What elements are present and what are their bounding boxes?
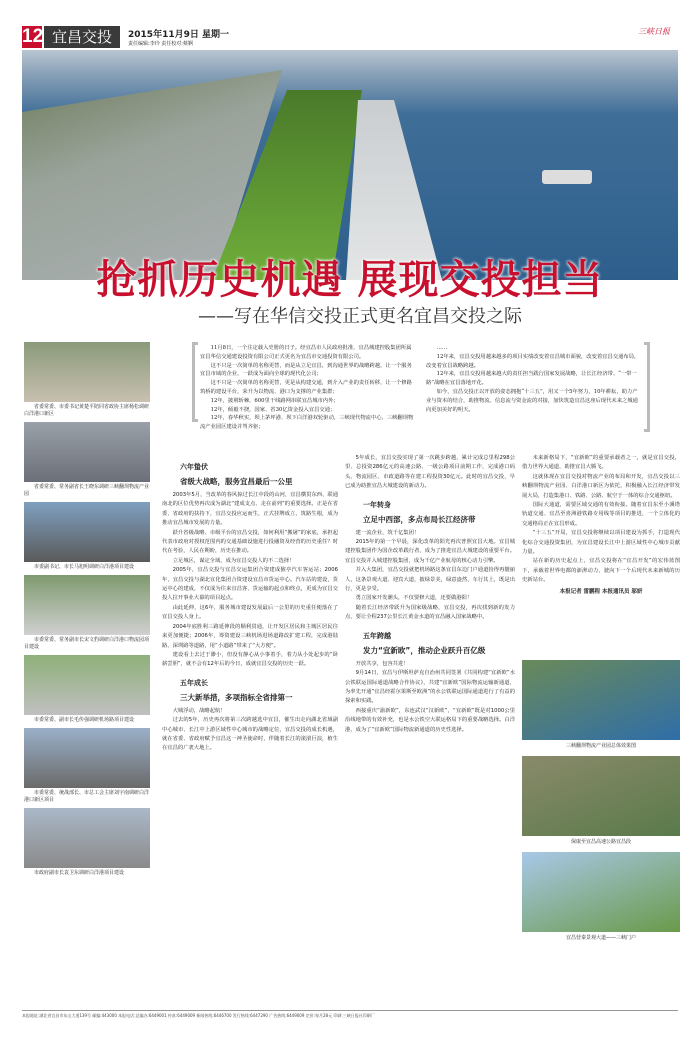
photo: [522, 660, 680, 740]
section-title: 发力“宜新欧”，推动企业跃升百亿级: [363, 645, 486, 655]
intro-paragraph: 12年，春华秋实，坝上茅坪港、坝下白洋港双轮驱动，三峡现代物流中心、三峡翻坝物流产业园区建设并驾齐驱；: [200, 415, 414, 431]
paragraph: 由此延伸，这6年，服务城市建设发展最后一公里的历史重任便落在了宜昌交投人身上。: [162, 604, 338, 621]
photo: [24, 728, 150, 788]
photo-caption: 市委副书记、市长马旭明调研白洋港项目建设: [34, 564, 135, 570]
intro: [200, 344, 640, 432]
column-2: [345, 454, 515, 735]
bracket-left: [192, 342, 198, 422]
paragraph: 过去的5年，历史再次将第三次跨越选中宜昌，催生出走向湖北省域副中心城市、长江中上游区域性中心城市的战略定位，宜昌交投的成长机遇，就在省委、省政府赋予宜昌这一神圣使命时，伴随着长江的滚滚巨浪，植生在宜昌的广袤大地上。: [162, 717, 338, 752]
photo-caption: 三峡翻坝物流产业园总体效果图: [565, 743, 636, 749]
byline: 本报记者 雷鹏程 本报通讯员 邬妍: [559, 588, 643, 595]
paragraph: 未来新格局下，“宜新欧”的重要承载者之一，就是宜昌交投，借力世界大通道，助推宜昌大腾飞。: [522, 455, 680, 471]
photo: [24, 808, 150, 868]
paragraph: 建设看上去过于渺小，但没有静心从小事着手，着力从小处起步的“卧薪尝胆”，就不会有12年后的今日，成就宜昌交投的历史一跃。: [162, 651, 338, 668]
intro-paragraph: 12年，披荆斩棘，600里干线路网串联宜昌城市内外；: [210, 397, 339, 404]
photo: [24, 422, 150, 482]
subtitle: ——写在华信交投正式更名宜昌交投之际: [198, 306, 522, 327]
photo: [24, 342, 150, 402]
paragraph: 9月14日，宜昌与伊斯坦萨克自治州共同签署《共同构建“宜新欧”水公铁联运国际通道战略合作协议》，共建“宜新欧”国际物流运输新通道，为率先开通“宜昌经霍尔果斯至欧洲”的水公铁联运国际通道进行了有益的探索和实践。: [345, 670, 515, 705]
photo: [24, 655, 150, 715]
section-kicker: 六年蛰伏: [180, 463, 208, 471]
paragraph: 2015年的第一个早晨，深化改革的阳光再次普照宜昌大地。宜昌城建控股集团作为国企改革践行者，成为了推进宜昌大城建设的重要平台。宜昌交投并入城建控股集团，成为千亿产业航母的核心动力引擎。: [345, 539, 515, 564]
paragraph: 站在新的历史起点上，宜昌交投将在“宜昌开发”的宏伟蓝图下，承载着世界电都的澎湃动力，驶向下一个后现代未来新城的历史新站台。: [522, 558, 680, 584]
paragraph: 开放共享，包容共进！: [355, 660, 409, 667]
paragraph: 跃升省级战略、市级平台的宜昌交投，如何利用“搬屠”的家底，承担起代表市政府对授权范围内的交通基础设施进行投融资及经营的历史重任？时代在考验，人民在期盼，历史在推动。: [162, 529, 338, 555]
editors: 责任编辑:李玲 责任校对:蔡婀: [128, 41, 193, 47]
photo: [522, 852, 680, 932]
column-3-text: [522, 454, 680, 654]
section-name: 宜昌交投: [44, 26, 120, 48]
photo: [522, 756, 680, 836]
bracket-right: [644, 342, 650, 432]
paragraph: 5年成长，宜昌交投实现了第一次跳步跨越，累计完成总里程298公里、总投资286亿元的高速公路、一级公路项目前期工作，完成港口码头、物流园区、市政道路等在建工程投资30亿元。此时的宜昌交投，早已成为助推宜昌大城建设的新动力。: [345, 455, 515, 490]
section-kicker: 五年成长: [180, 678, 208, 687]
photo-caption: 市委常委、常务副市长宋文豹调研白洋港口物流园项目建设: [24, 637, 150, 650]
intro-paragraph: 这不只是一次简单的名称更替，更是从构建交通，到介入产业的责任转移，让一个修路筑桥的建设平台，荣升为以物流、港口为支撑的产业集群；: [200, 380, 412, 395]
paragraph: 这就体现在宜昌交投对物流产业的布局和开发，宜昌交投以三峡翻坝物流产业园、白洋港口新区为依托，积极融入长江经济带发展大局，打造集港口、铁路、公路、航空于一体的综合交通枢纽。: [522, 473, 680, 499]
paragraph: 随着长江经济带跃升为国家级战略，宜昌交投，再次找到新的发力点，要让全程237公里长江黄金水道的宜昌融入国家战略中。: [345, 604, 515, 621]
paragraph: 2005年，宜昌交投与宜昌交运集团合资建成猇亭汽车客运站；2006年，宜昌交投与湖北宜化集团合资建设宜昌市货运中心。汽车站的建设，货运中心的建成，不仅成为往来宜昌客、货运输的起点和终点，更成为宜昌交投人拉开事业大幕的项目起点。: [162, 567, 338, 602]
paragraph: 大城浮动，战略起航！: [172, 707, 226, 714]
photo-caption: 市委常委、副市长毛传强调研机场路项目建设: [34, 717, 135, 723]
column-3: [522, 454, 680, 948]
photo: [24, 502, 150, 562]
section-title: 省级大战略，服务宜昌最后一公里: [180, 477, 293, 486]
paper-logo: [638, 26, 670, 44]
paragraph: 2003年5月，当改革的春风掠过长江中段的山河，宜昌横贯东西、联通南北的区位优势再次成为湖北“建成支点、走在前列”的重要选择。正是在省委、省政府的扶持下，宜昌交投应运而生，正式挂牌成立，筑路生根，成为推动宜昌城市发展的力量。: [162, 492, 338, 527]
masthead: [22, 26, 678, 48]
hero-photo: [22, 50, 678, 280]
intro-paragraph: 如今，宜昌交投正以开放的姿态拥抱“十三五”，用又一个5年努力，10年耕耘，助力产业与资本的结合，助推物流、信息流与资金流的对接，加快筑造宜昌这座后现代未来之城通向更加美好的明天。: [426, 388, 638, 413]
paragraph: 2004年底胜利三路延伸段的顺利贯通，让开发区居民和主城区居民往来更加便捷；2006年，筹资建设三峡机场进场道路改扩建工程，完成港陆路、深圳路等道路，用“小道路”带来了“大方便”。: [162, 623, 338, 649]
intro-paragraph: 12年来，宜昌交投用越来越大的责任担当践行国家发展战略，让长江经济带、“一带一路”战略在宜昌落地开花。: [426, 371, 637, 387]
intro-paragraph: 11月8日，一个注定载入史册的日子。经宜昌市人民政府批准，宜昌城建控股集团所属宜昌华信交通建设投资有限公司正式更名为宜昌市交通投资有限公司。: [200, 345, 412, 360]
intro-paragraph: 12年来，宜昌交投用越来越多的项目实绩改变着宜昌城市面貌，改变着宜昌交通布局，改变着宜昌战略跨越。: [426, 353, 640, 369]
photo-caption: 省委常委、常务副省长王晓东调研三峡翻坝物流产业园: [24, 484, 150, 497]
paragraph: 建一流企业，筑千亿集团！: [355, 529, 420, 536]
section-kicker: 五年跨越: [363, 631, 391, 640]
footer: 本报地址:湖北省宜昌市东山大道139号 邮编:443000 本报电话:总编办:6449001 传真:6449009 新闻热线:6446700 发行热线:6447290 广告热线:6449009 定价:每月28元 印刷:三峡日报社印刷厂: [22, 1010, 678, 1019]
right-photos: [522, 660, 680, 942]
paragraph: 西接重庆“渝新欧”，东连武汉“汉新欧”，“宜新欧”既是对1000公里沿线地带的有效补充，也是水公铁空大联运格局下的重要战略选择。白洋港，成为了“宜新欧”国际物流新通道的历史性选择。: [345, 707, 515, 733]
photo-caption: 市委常委、统战部长、市总工会主席刘宇南调研白洋港口新区项目: [24, 790, 150, 803]
left-photo-column: [24, 342, 150, 881]
paragraph: “十三五”开局，宜昌交投将继续以项目建设为抓手，打造现代化综合交通投资集团，为宜昌建设长江中上游区域性中心城市贡献力量。: [522, 530, 680, 556]
intro-paragraph: 这不只是一次简单的名称更替，而是从立足宜昌，到沟通世界的战略跨越，让一个服务宜昌市域的企业，一跃成为面向全球的现代化公司；: [200, 362, 412, 378]
intro-paragraph: ……: [436, 345, 448, 351]
section-kicker: 一年转身: [363, 500, 391, 509]
section-title: 立足中西部，多点布局长江经济带: [363, 514, 476, 524]
photo-caption: 省委常委、市委书记黄楚平陪同省政协主席杨松调研白洋港口新区: [24, 404, 150, 417]
photo-caption: 保康至宜昌高速公路宜昌段: [570, 839, 631, 845]
headline: 抢抓历史机遇 展现交投担当: [96, 257, 604, 303]
photo-caption: 宜昌营秦景观大道——三峡门户: [565, 935, 636, 941]
photo-caption: 市政府副市长袁卫东调研白洋港项目建设: [34, 870, 125, 876]
paragraph: 勇立国家开发潮头，不仅要修大道，还要做港阳！: [355, 595, 473, 602]
column-1: [162, 454, 338, 754]
paragraph: 立足城区，谋定全域，成为宜昌交投人的不二选择！: [172, 557, 295, 564]
page-number: 12: [22, 26, 44, 47]
intro-paragraph: 12年，倾毅不挠，国家、省30亿资金投入宜昌交通；: [210, 406, 336, 413]
ship: [542, 170, 592, 184]
paragraph: 并入大集团，宜昌交投就把机场路这条宜昌东边门户通道扮得再靓丽人，这条景观大道、迎宾大道，披绿景美，绿意盎然，车行其上，既是出行，更是享受。: [345, 567, 515, 593]
section-title: 三大新举措，多项指标全省排第一: [180, 692, 293, 702]
issue-date: 2015年11月9日 星期一: [128, 30, 229, 40]
logo-text: 三峡日报: [638, 27, 670, 36]
photo: [24, 575, 150, 635]
paragraph: 国际大通道，需要区域交通的有效衔接。随着宜昌东至小溪塔轨道交通、宜昌至喜洲港铁路专用线等项目的推进，一个立体化的交通格局正在宜昌形成。: [522, 502, 680, 527]
